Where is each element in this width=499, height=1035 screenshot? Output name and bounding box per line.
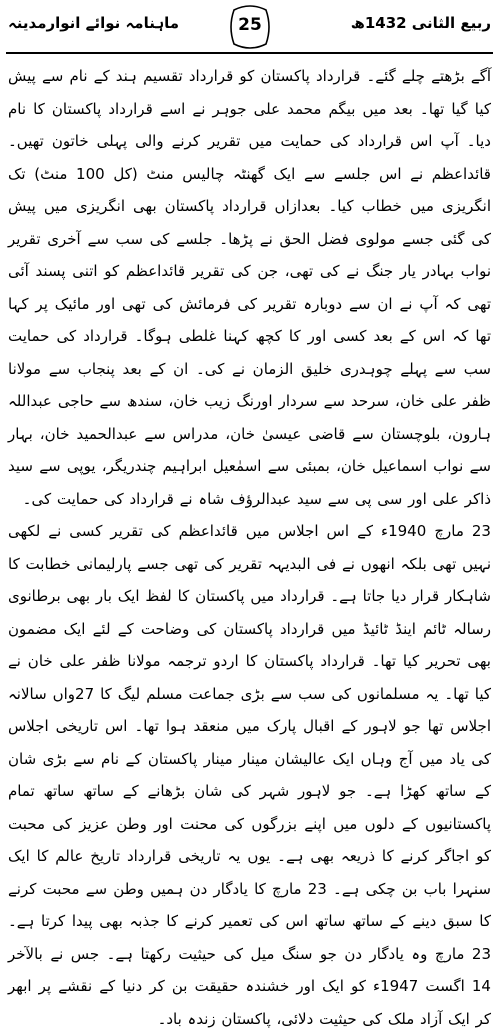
issue-date: ربیع الثانی 1432ھ — [350, 14, 491, 32]
page-header — [0, 0, 499, 58]
article-body — [8, 60, 492, 1028]
page-number: 25 — [238, 15, 262, 35]
page-number-badge — [228, 4, 272, 50]
header-divider — [6, 52, 493, 54]
magazine-title: ماہنامہ نوائے انوارمدینہ — [8, 14, 180, 32]
article-paragraph-1: آگے بڑھتے چلے گئے۔ قرارداد پاکستان کو قرارداد تقسیم ہند کے نام سے پیش کیا گیا تھا۔ بعد میں بیگم محمد علی جوہر نے اسے قرارداد پاکستان کا نام دیا۔ آپ اس قرارداد کی حمایت میں تقریر کرنے والی پہلی خاتون تھیں۔ قائداعظم نے اس جلسے سے ایک گھنٹہ چالیس منٹ (کل 100 منٹ) تک انگریزی میں خطاب کیا۔ بعدازاں قرارداد پاکستان بھی انگریزی میں پیش کی گئی جسے مولوی فضل الحق نے پڑھا۔ جلسے کی سب سے آخری تقریر نواب بہادر یار جنگ نے کی تھی، جن کی تقریر قائداعظم کو اتنی پسند آئی تھی کہ آپ نے ان سے دوبارہ تقریر کی فرمائش کی تھی اور مائیک پر کہا تھا کہ اس کے بعد کسی اور کا کچھ کہنا غلطی ہوگا۔ قرارداد کی حمایت سب سے پہلے چوہدری خلیق الزمان نے کی۔ ان کے بعد پنجاب سے مولانا ظفر علی خان، سرحد سے سردار اورنگ زیب خان، سندھ سے حاجی عبداللہ ہارون، بلوچستان سے قاضی عیسیٰ خان، مدراس سے عبدالحمید خان، بہار سے نواب اسماعیل خان، بمبئی سے اسمٰعیل ابراہیم چندریگر، یوپی سے سید ذاکر علی اور سی پی سے سید عبدالرؤف شاہ نے قرارداد کی حمایت کی۔ — [8, 67, 491, 508]
article-paragraph-2: 23 مارچ 1940ء کے اس اجلاس میں قائداعظم کی تقریر کسی نے لکھی نہیں تھی بلکہ انھوں نے فی البدیہہ تقریر کی تھی جسے پارلیمانی خطابت کا شاہکار قرار دیا جاتا ہے۔ قرارداد میں پاکستان کا لفظ ایک بار بھی برطانوی رسالہ ٹائم اینڈ ٹائیڈ میں قرارداد پاکستان کی وضاحت کے لئے ایک مضمون بھی تحریر کیا تھا۔ قرارداد پاکستان کا اردو ترجمہ مولانا ظفر علی خان نے کیا تھا۔ یہ مسلمانوں کی سب سے بڑی جماعت مسلم لیگ کا 27واں سالانہ اجلاس تھا جو لاہور کے اقبال پارک میں منعقد ہوا تھا۔ اس تاریخی اجلاس کی یاد میں آج وہاں ایک عالیشان مینار مینار پاکستان کے نام سے بڑی شان کے ساتھ کھڑا ہے۔ جو لاہور شہر کی شان بڑھانے کے ساتھ ساتھ تمام پاکستانیوں کے دلوں میں اپنے بزرگوں کی محنت اور وطن عزیز کی محبت کو اجاگر کرنے کا ذریعہ بھی ہے۔ یوں یہ تاریخی قرارداد تاریخ عالم کا ایک سنہرا باب بن چکی ہے۔ 23 مارچ کا یادگار دن ہمیں وطن سے محبت کرنے کا سبق دینے کے ساتھ ساتھ اس کی تعمیر کرنے کا جذبہ بھی پیدا کرتا ہے۔ 23 مارچ وہ یادگار دن جو سنگ میل کی حیثیت رکھتا ہے۔ جس نے بالآخر 14 اگست 1947ء کو ایک اور خشندہ حقیقت بن کر دنیا کے نقشے پر ابھر کر ایک آزاد ملک کی حیثیت دلائی، پاکستان زندہ باد۔ — [8, 522, 492, 1028]
